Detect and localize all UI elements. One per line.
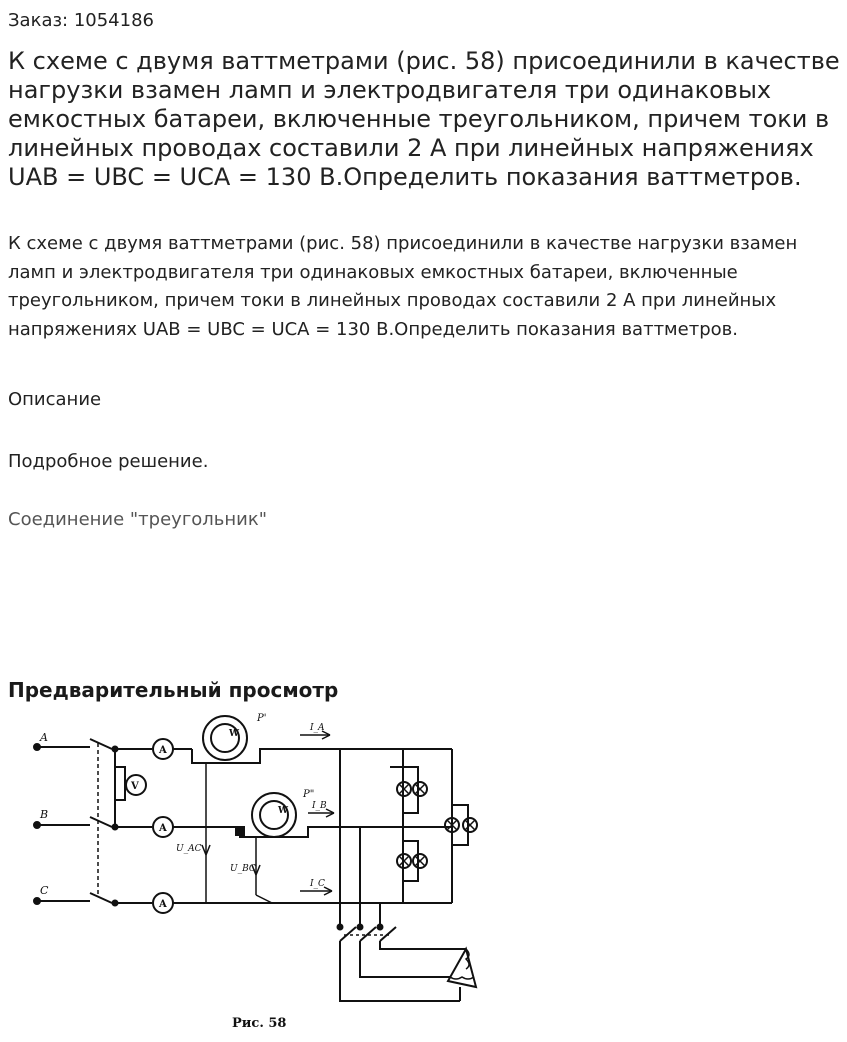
preview-heading: Предварительный просмотр	[8, 678, 339, 702]
motor-lead-c	[380, 941, 466, 949]
topic-tag[interactable]: Соединение "треугольник"	[8, 509, 268, 530]
circuit-diagram	[20, 705, 530, 1035]
label-p2: P"	[303, 789, 315, 800]
motor-switch-top-a	[338, 925, 343, 930]
lead-p2-c	[256, 895, 272, 903]
ammeter-a-label: A	[159, 745, 167, 756]
wattmeter-p2-terminal	[236, 827, 244, 835]
label-ia: I_A	[310, 723, 325, 733]
motor-lead-b	[360, 941, 450, 977]
label-phase-c: C	[40, 884, 49, 897]
problem-text: К схеме с двумя ваттметрами (рис. 58) присоединили в качестве нагрузки взамен ламп и электродвигателя три одинаковых емкостных батареи, включенные треугольником, причем токи в линейных проводах составили 2 А при линейных напряжениях UAB = UBC = UCA = 130 В.Определить показания ваттметров.	[8, 233, 798, 340]
lamp-ca-2-x	[465, 820, 475, 830]
motor-coil-2	[450, 977, 474, 979]
switch-blade-a	[90, 739, 112, 749]
circuit-diagram-figure	[20, 705, 530, 1035]
figure-caption: Рис. 58	[232, 1016, 287, 1031]
label-p1: P'	[257, 713, 267, 724]
description-text: Подробное решение.	[8, 451, 209, 472]
wattmeter-p2-label: W	[278, 806, 289, 816]
lamp-ab-2-x	[415, 784, 425, 794]
wattmeter-p2	[252, 793, 296, 837]
motor-switch-top-b	[358, 925, 363, 930]
wattmeter-p1-label: W	[229, 729, 240, 739]
order-number: Заказ: 1054186	[8, 10, 154, 31]
switch-blade-b	[90, 817, 112, 827]
ammeter-b-label: A	[159, 823, 167, 834]
label-uac: U_AC	[176, 844, 202, 854]
label-phase-b: B	[40, 808, 49, 821]
label-ib: I_B	[312, 801, 327, 811]
description-label: Описание	[8, 389, 102, 410]
wattmeter-p1	[203, 716, 247, 760]
switch-blade-c	[90, 893, 112, 903]
label-ic: I_C	[310, 879, 325, 889]
ammeter-c-label: A	[159, 899, 167, 910]
voltmeter-leads	[115, 767, 125, 800]
lamp-bc-2-x	[415, 856, 425, 866]
label-ubc: U_BC	[230, 864, 256, 874]
motor-switch-top-c	[378, 925, 383, 930]
voltmeter-label: V	[131, 781, 139, 792]
motor-windings	[448, 949, 476, 987]
label-phase-a: A	[40, 731, 48, 744]
page-title: К схеме с двумя ваттметрами (рис. 58) присоединили в качестве нагрузки взамен ламп и электродвигателя три одинаковых емкостных батареи, включенные треугольником, причем токи в линейных проводах составили 2 А при линейных напряжениях UAB = UBC = UCA = 130 В.Определить показания ваттметров.	[8, 47, 840, 191]
